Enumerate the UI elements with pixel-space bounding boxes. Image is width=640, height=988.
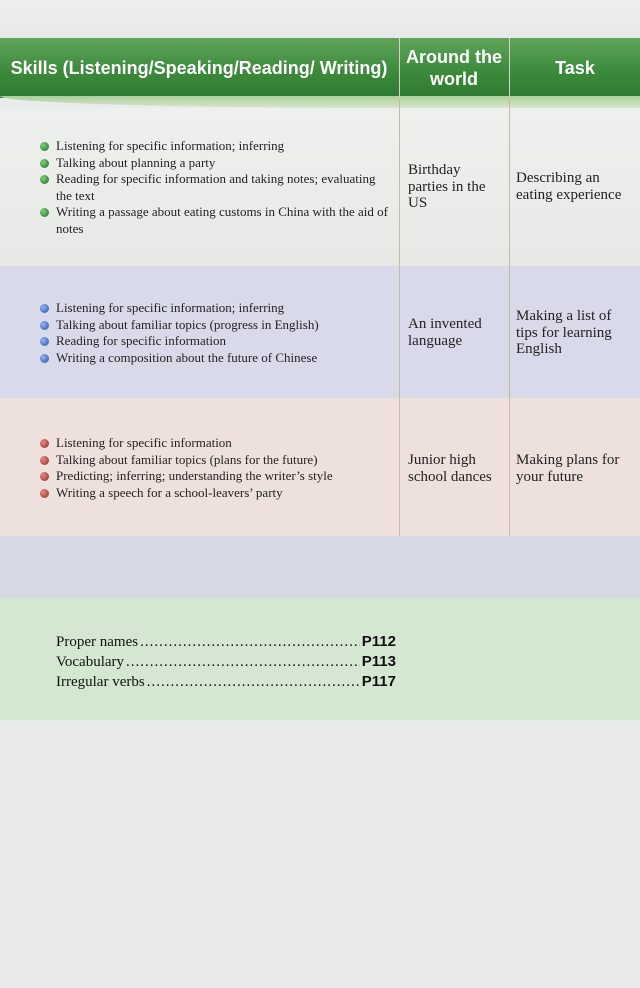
page-number: P113 — [361, 653, 396, 670]
skill-text: Writing a composition about the future of Chinese — [56, 349, 318, 365]
appendix-entry[interactable] — [56, 652, 396, 672]
green-bullet-icon — [40, 159, 49, 168]
blue-bullet-icon — [40, 304, 49, 313]
table-header — [0, 38, 640, 98]
header-skills: Skills (Listening/Speaking/Reading/ Writing) — [10, 58, 388, 78]
skill-item — [40, 138, 392, 155]
skill-text: Reading for specific information and taking notes; evaluating the text — [56, 171, 376, 203]
unit-2-around-the-world: An invented language — [408, 316, 482, 349]
unit-2-skills-list — [40, 300, 392, 366]
page-top-margin — [0, 0, 640, 38]
header-divider — [399, 38, 400, 98]
appendix-list — [56, 632, 396, 692]
skill-item — [40, 452, 392, 469]
unit-1-task: Describing an eating experience — [516, 170, 622, 203]
skill-text: Writing a passage about eating customs in China with the aid of notes — [56, 204, 388, 236]
dot-leader — [126, 653, 360, 672]
header-task: Task — [555, 58, 595, 78]
blank-row-background — [0, 536, 640, 598]
green-bullet-icon — [40, 208, 49, 217]
skill-item — [40, 204, 392, 237]
appendix-label: Proper names — [56, 634, 139, 650]
page-number: P112 — [361, 633, 396, 650]
page-bottom-background — [0, 720, 640, 988]
appendix-label: Irregular verbs — [56, 674, 145, 690]
red-bullet-icon — [40, 456, 49, 465]
page-number: P117 — [361, 673, 396, 690]
skill-text: Talking about planning a party — [56, 154, 216, 170]
skill-text: Listening for specific information — [56, 435, 232, 450]
red-bullet-icon — [40, 472, 49, 481]
unit-3-task: Making plans for your future — [516, 452, 620, 485]
header-around-the-world: Around the world — [406, 47, 502, 89]
skill-item — [40, 333, 392, 350]
skill-item — [40, 485, 392, 502]
appendix-entry[interactable] — [56, 632, 396, 652]
green-bullet-icon — [40, 175, 49, 184]
skill-text: Writing a speech for a school-leavers’ party — [56, 484, 283, 500]
skill-text: Listening for specific information; inferring — [56, 300, 285, 315]
unit-3-skills-list — [40, 435, 392, 501]
unit-1-around-the-world: Birthday parties in the US — [408, 162, 486, 211]
red-bullet-icon — [40, 439, 49, 448]
skill-text: Listening for specific information; inferring — [56, 138, 285, 153]
skill-item — [40, 171, 392, 204]
header-divider — [509, 38, 510, 98]
skill-item — [40, 350, 392, 367]
column-divider — [509, 38, 510, 536]
skill-text: Talking about familiar topics (progress in English) — [56, 316, 319, 332]
skill-text: Predicting; inferring; understanding the writer’s style — [56, 468, 333, 483]
skill-item — [40, 468, 392, 485]
dot-leader — [147, 673, 360, 692]
dot-leader — [140, 633, 360, 652]
column-divider — [399, 38, 400, 536]
skill-item — [40, 155, 392, 172]
skill-item — [40, 435, 392, 452]
skill-text: Reading for specific information — [56, 333, 227, 348]
unit-3-around-the-world: Junior high school dances — [408, 452, 492, 485]
unit-2-task: Making a list of tips for learning English — [516, 308, 612, 357]
blue-bullet-icon — [40, 337, 49, 346]
unit-1-skills-list — [40, 138, 392, 237]
appendix-entry[interactable] — [56, 672, 396, 692]
blue-bullet-icon — [40, 321, 49, 330]
green-bullet-icon — [40, 142, 49, 151]
blue-bullet-icon — [40, 354, 49, 363]
skill-item — [40, 300, 392, 317]
red-bullet-icon — [40, 489, 49, 498]
appendix-label: Vocabulary — [56, 654, 125, 670]
skill-text: Talking about familiar topics (plans for the future) — [56, 451, 318, 467]
skill-item — [40, 317, 392, 334]
